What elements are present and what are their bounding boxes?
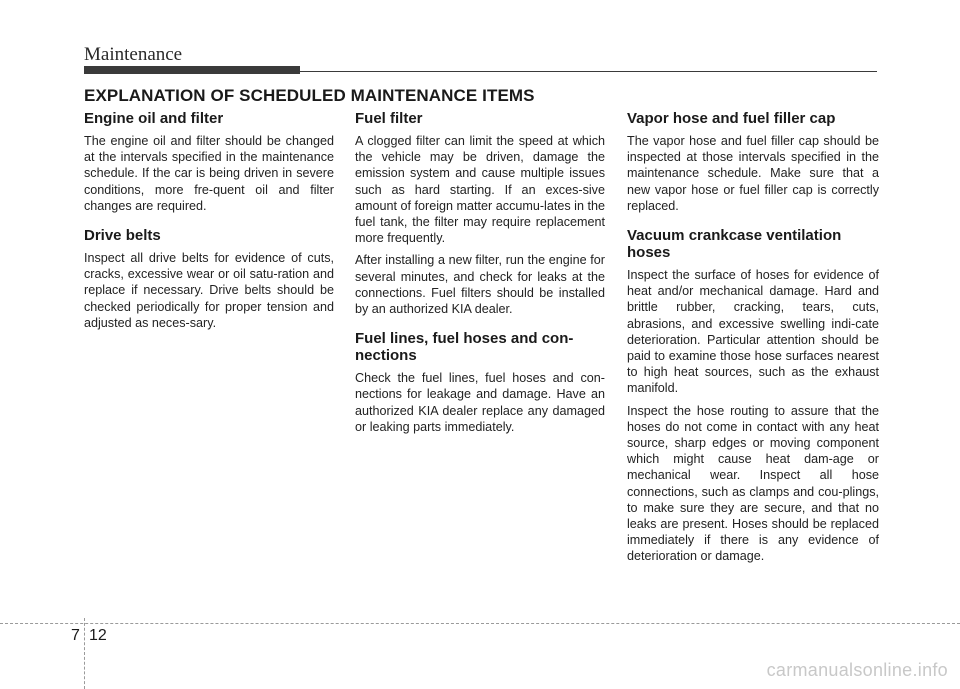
block-heading: Engine oil and filter xyxy=(84,110,224,127)
block-heading: Fuel filter xyxy=(355,110,423,127)
content-block xyxy=(84,110,334,214)
block-paragraph: The engine oil and filter should be changed at the intervals specified in the maintenance schedule. If the car is being driven in severe conditions, more fre-quent oil and filter changes are required. xyxy=(84,134,334,213)
block-paragraph: A clogged filter can limit the speed at which the vehicle may be driven, damage the emission system and cause multiple issues such as hard starting. If an exces-sive amount of foreign matter accumu-lates in the fuel tank, the filter may require replacement more frequently. xyxy=(355,134,605,246)
header-title: Maintenance xyxy=(84,44,183,65)
column-2 xyxy=(355,110,605,448)
column-3 xyxy=(627,110,879,578)
block-paragraph: Inspect the surface of hoses for evidence of heat and/or mechanical damage. Hard and brittle rubber, cracking, tears, cuts, abrasions, and excessive swelling indi-cate deterioration. Particular attention should be paid to examine those hose surfaces nearest to high heat sources, such as the exhaust manifold. xyxy=(627,268,879,396)
section-title: EXPLANATION OF SCHEDULED MAINTENANCE ITEMS xyxy=(84,86,535,105)
block-heading: Fuel lines, fuel hoses and con-nections xyxy=(355,330,574,365)
watermark: carmanualsonline.info xyxy=(766,660,948,680)
block-paragraph: The vapor hose and fuel filler cap should be inspected at those intervals specified in the maintenance schedule. Make sure that a new vapor hose or fuel filler cap is correctly replaced. xyxy=(627,134,879,213)
footer-rule xyxy=(0,623,960,624)
chapter-number: 7 xyxy=(71,627,80,644)
column-1 xyxy=(84,110,334,344)
block-paragraph: Inspect all drive belts for evidence of cuts, cracks, excessive wear or oil satu-ration and replace if necessary. Drive belts should be checked periodically for proper tension and adjusted as neces-sary. xyxy=(84,251,334,330)
content-block xyxy=(84,227,334,331)
content-block xyxy=(355,330,605,435)
footer-divider xyxy=(84,618,85,689)
block-heading: Drive belts xyxy=(84,227,161,245)
header-bar xyxy=(84,66,300,74)
content-block xyxy=(355,110,605,317)
block-paragraph: Check the fuel lines, fuel hoses and con-nections for leakage and damage. Have an authorized KIA dealer replace any damaged or leaking parts immediately. xyxy=(355,371,605,434)
block-paragraph: After installing a new filter, run the engine for several minutes, and check for leaks at the connections. Fuel filters should be installed by an authorized KIA dealer. xyxy=(355,253,605,317)
page-number: 12 xyxy=(89,627,107,644)
content-block xyxy=(627,227,879,565)
content-block xyxy=(627,110,879,214)
block-heading: Vacuum crankcase ventilation hoses xyxy=(627,227,842,262)
block-heading: Vapor hose and fuel filler cap xyxy=(627,110,836,127)
block-paragraph: Inspect the hose routing to assure that the hoses do not come in contact with any heat source, sharp edges or moving component which might cause heat dam-age or mechanical wear. Inspect all hose connections, such as clamps and cou-plings, to make sure they are secure, and that no leaks are present. Hoses should be replaced immediately if there is any evidence of deterioration or damage. xyxy=(627,403,879,564)
header-rule xyxy=(300,71,877,72)
